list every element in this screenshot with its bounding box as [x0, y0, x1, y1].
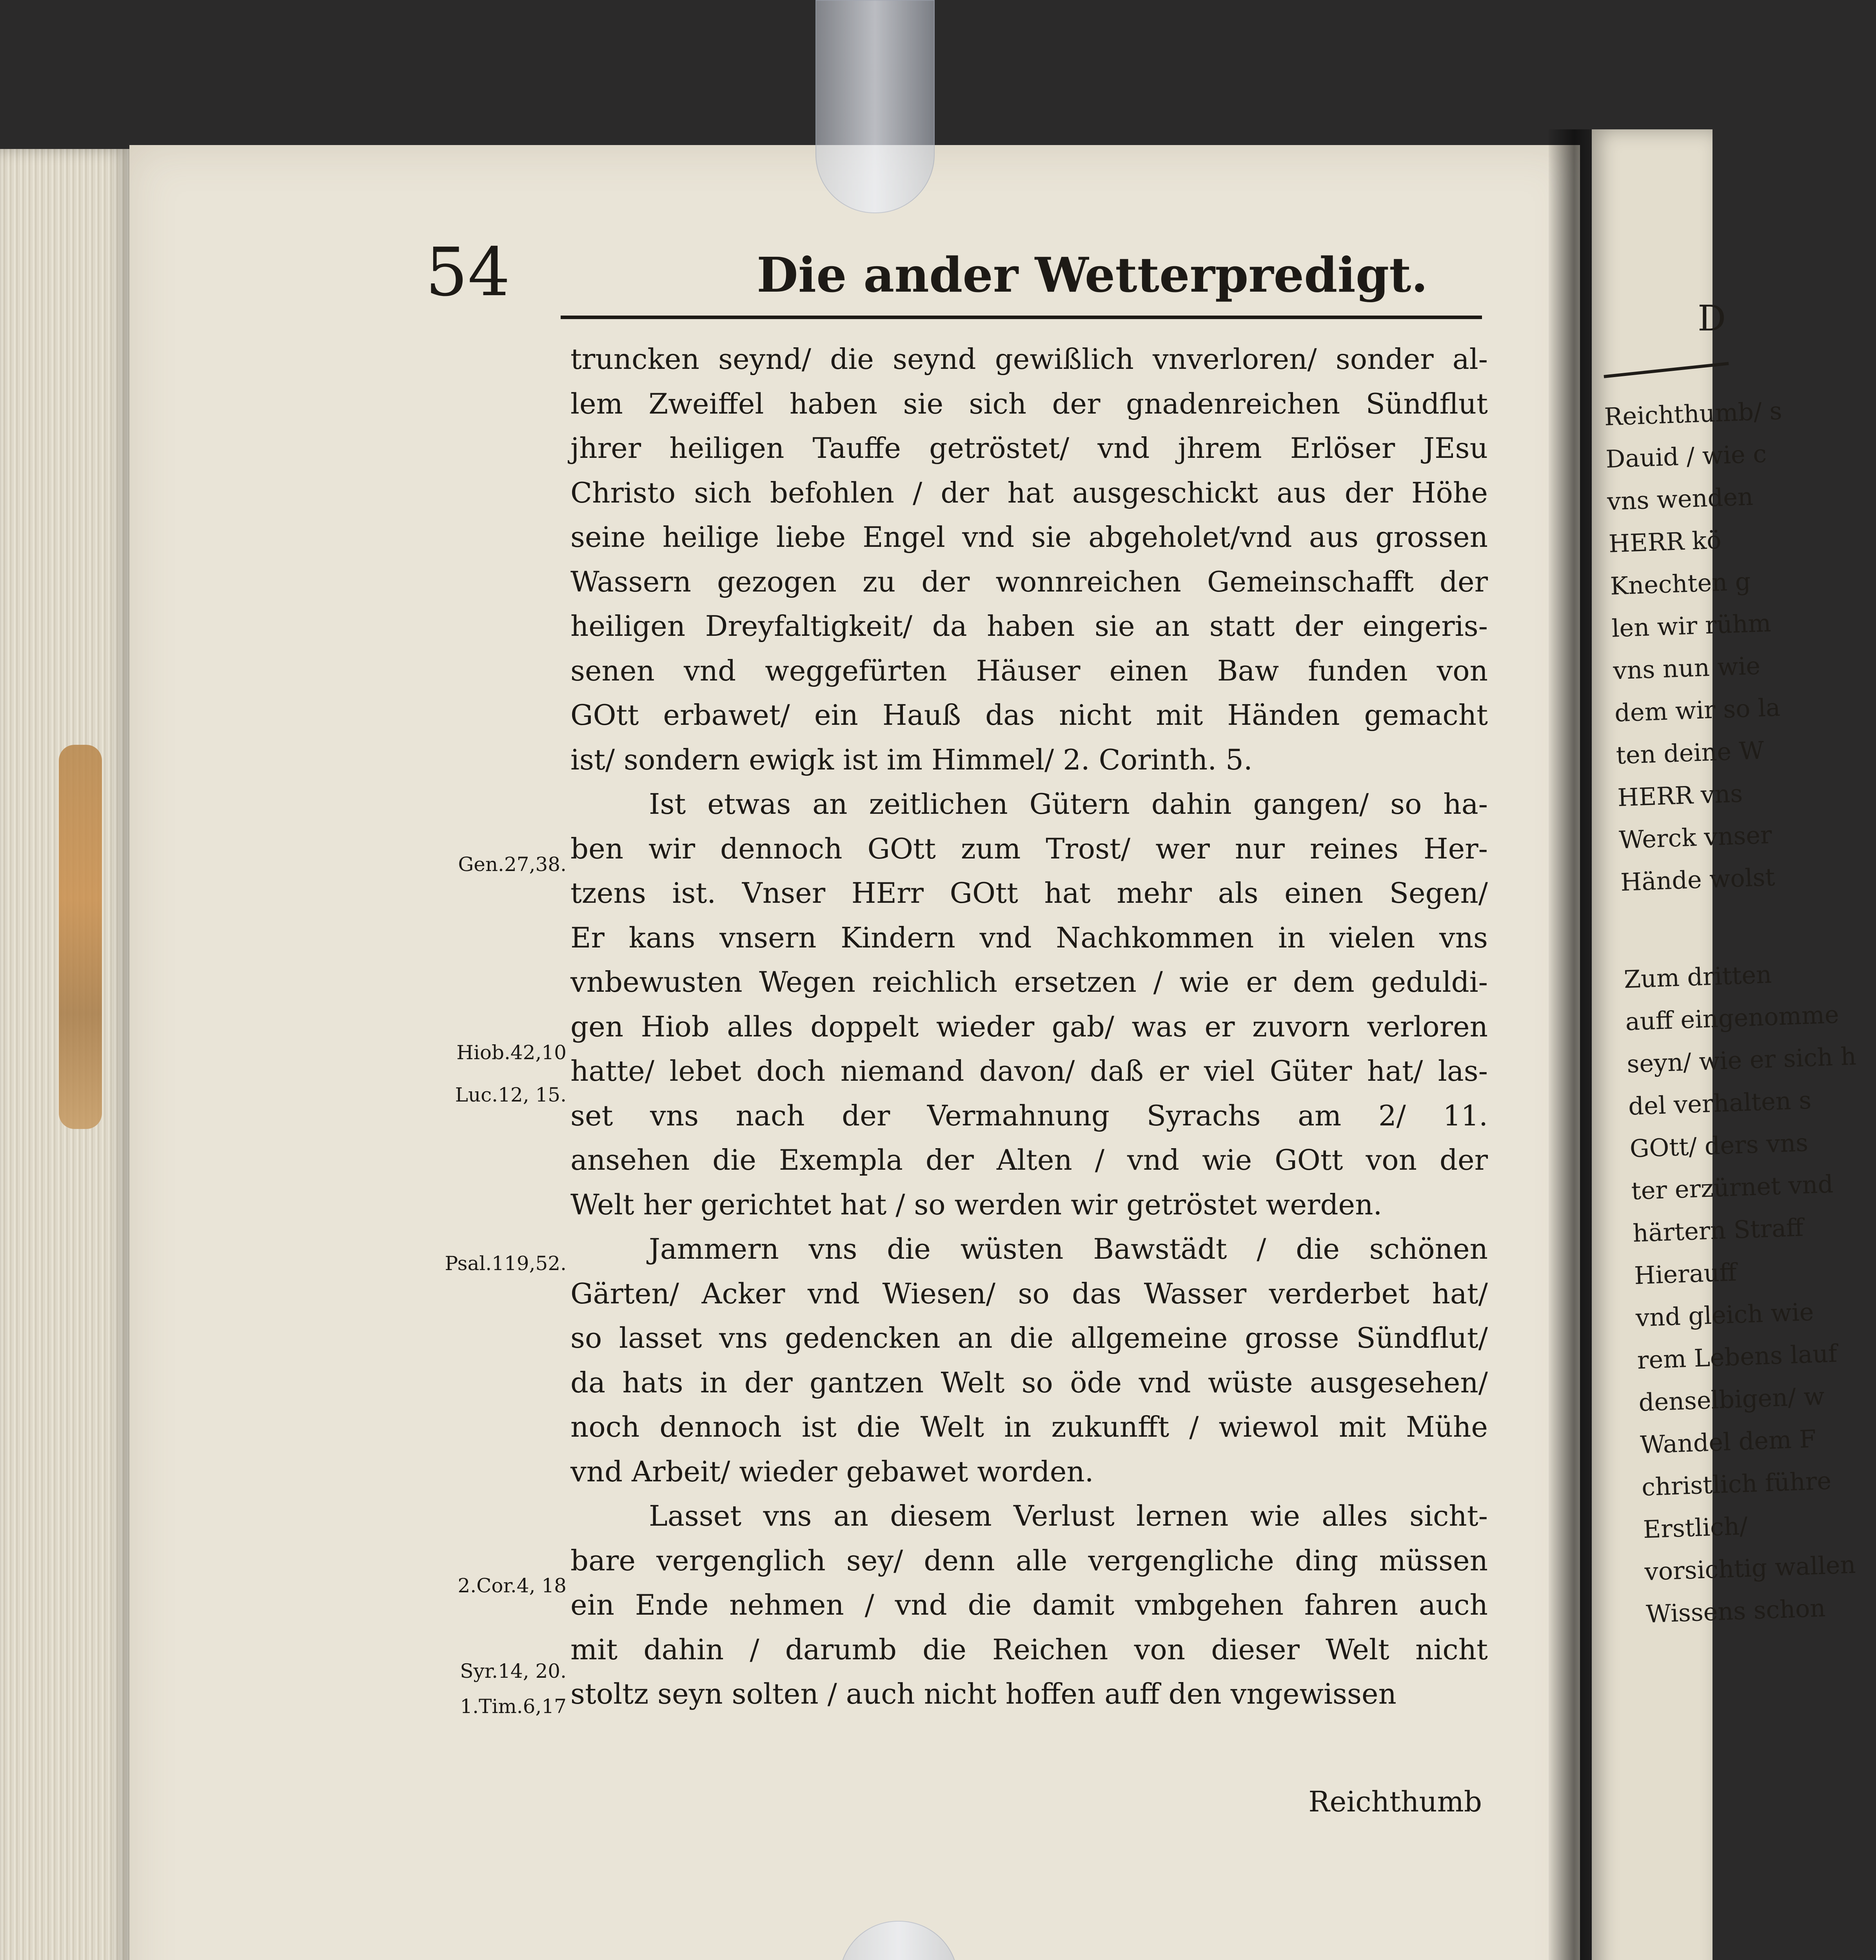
book-page-edges [0, 149, 129, 1960]
text-line: ein Ende nehmen / vnd die damit vmbgehen fahren auch [570, 1588, 1488, 1621]
facing-text-line: Werck vnser [1618, 820, 1772, 855]
facing-text-line: Wandel dem F [1640, 1424, 1817, 1459]
facing-text-line: vns nun wie [1613, 651, 1761, 685]
catchword: Reichthumb [1308, 1785, 1482, 1818]
water-stain [59, 745, 102, 1129]
text-line: so lasset vns gedencken an die allgemeine grosse Sündflut/ [570, 1321, 1488, 1354]
facing-text-line: del verhalten s [1628, 1085, 1812, 1121]
margin-ref-hiob: Hiob.42,10 [456, 1041, 567, 1064]
text-line: gen Hiob alles doppelt wieder gab/ was er zuvorn verloren [570, 1010, 1488, 1043]
text-line-paragraph-start: Ist etwas an zeitlichen Gütern dahin gangen/ so ha- [649, 788, 1488, 820]
facing-text-line: dem wir so la [1614, 693, 1781, 728]
facing-text-line: auff eingenomme [1625, 1000, 1840, 1036]
margin-ref-syrach: Syr.14, 20. [460, 1660, 567, 1682]
page-number: 54 [425, 234, 510, 311]
text-line: hatte/ lebet doch niemand davon/ daß er viel Güter hat/ las- [570, 1054, 1488, 1087]
text-line: Wassern gezogen zu der wonnreichen Gemeinschafft der [570, 565, 1488, 598]
facing-text-line: GOtt/ ders vns [1629, 1128, 1809, 1163]
facing-text-line: Reichthumb/ s [1604, 396, 1783, 431]
facing-text-line: härtern Straff [1632, 1213, 1804, 1248]
facing-text-line: vnd gleich wie [1635, 1297, 1814, 1332]
text-line: bare vergenglich sey/ denn alle vergengliche ding müssen [570, 1544, 1488, 1577]
facing-text-line: Dauid / wie c [1605, 439, 1767, 474]
text-line: mit dahin / darumb die Reichen von dieser Welt nicht [570, 1633, 1488, 1666]
text-line: Christo sich befohlen / der hat ausgeschickt aus der Höhe [570, 476, 1488, 509]
text-line: Er kans vnsern Kindern vnd Nachkommen in vielen vns [570, 921, 1488, 954]
facing-text-line: len wir rühm [1611, 608, 1772, 643]
facing-text-line: vorsichtig wallen [1644, 1550, 1856, 1586]
text-line-paragraph-start: Jammern vns die wüsten Bawstädt / die schönen [649, 1232, 1488, 1265]
top-page-clip [815, 0, 935, 213]
facing-text-line: rem Lebens lauf [1636, 1339, 1838, 1375]
facing-text-line: Knechten g [1609, 567, 1751, 601]
text-line: jhrer heiligen Tauffe getröstet/ vnd jhrem Erlöser JEsu [570, 432, 1488, 465]
text-line: Welt her gerichtet hat / so werden wir getröstet werden. [570, 1188, 1382, 1221]
running-head: Die ander Wetterpredigt. [757, 247, 1428, 303]
facing-text-line: HERR kö [1608, 525, 1722, 558]
text-line: da hats in der gantzen Welt so öde vnd wüste ausgesehen/ [570, 1366, 1488, 1399]
facing-paragraph-gap [1621, 899, 1749, 958]
margin-ref-corinthians: 2.Cor.4, 18 [458, 1574, 567, 1597]
text-line: stoltz seyn solten / auch nicht hoffen auff den vngewissen [570, 1677, 1397, 1710]
text-line: lem Zweiffel haben sie sich der gnadenreichen Sündflut [570, 387, 1488, 420]
text-line: heiligen Dreyfaltigkeit/ da haben sie an statt der eingeris- [570, 610, 1488, 642]
facing-text-line: Zum dritten [1623, 960, 1772, 994]
text-line: ansehen die Exempla der Alten / vnd wie GOtt von der [570, 1143, 1488, 1176]
facing-text-line: seyn/ wie er sich h [1626, 1042, 1857, 1078]
facing-text-line: ten deine W [1615, 736, 1765, 770]
margin-ref-genesis: Gen.27,38. [458, 853, 567, 876]
text-line: noch dennoch ist die Welt in zukunfft / wiewol mit Mühe [570, 1410, 1488, 1443]
facing-page-rule [1604, 362, 1729, 378]
text-line: vnd Arbeit/ wieder gebawet worden. [570, 1455, 1094, 1488]
facing-text-line: Hierauff [1634, 1258, 1737, 1290]
text-line: ben wir dennoch GOtt zum Trost/ wer nur reines Her- [570, 832, 1488, 865]
facing-text-line: Erstlich/ [1642, 1511, 1748, 1544]
facing-text-line: denselbigen/ w [1638, 1381, 1825, 1417]
text-line: ist/ sondern ewigk ist im Himmel/ 2. Corinth. 5. [570, 743, 1253, 776]
facing-text-line: HERR vns [1617, 779, 1743, 812]
text-line: GOtt erbawet/ ein Hauß das nicht mit Händen gemacht [570, 699, 1488, 731]
facing-page-header: D [1698, 298, 1726, 339]
margin-ref-timothy: 1.Tim.6,17 [460, 1695, 567, 1718]
text-line: set vns nach der Vermahnung Syrachs am 2/ 11. [570, 1099, 1488, 1132]
facing-page-text [1604, 392, 1857, 1635]
text-line-paragraph-start: Lasset vns an diesem Verlust lernen wie alles sicht- [649, 1499, 1488, 1532]
margin-ref-psalm: Psal.119,52. [445, 1252, 567, 1275]
facing-text-line: Hände wolst [1620, 862, 1776, 897]
text-line: senen vnd weggefürten Häuser einen Baw funden von [570, 654, 1488, 687]
facing-text-line: christlich führe [1641, 1466, 1832, 1502]
header-rule [561, 316, 1482, 319]
margin-ref-lucas: Luc.12, 15. [455, 1083, 567, 1106]
body-text [570, 337, 1488, 1717]
text-line: vnbewusten Wegen reichlich ersetzen / wie er dem geduldi- [570, 965, 1488, 998]
facing-text-line: ter erzürnet vnd [1631, 1169, 1834, 1205]
facing-text-line: vns wenden [1607, 482, 1754, 516]
facing-page [1592, 129, 1857, 1960]
text-line: Gärten/ Acker vnd Wiesen/ so das Wasser verderbet hat/ [570, 1277, 1488, 1310]
text-line: seine heilige liebe Engel vnd sie abgeholet/vnd aus grossen [570, 521, 1488, 554]
text-line: tzens ist. Vnser HErr GOtt hat mehr als einen Segen/ [570, 877, 1488, 909]
facing-text-line: Wissens schon [1645, 1593, 1826, 1629]
text-line: truncken seynd/ die seynd gewißlich vnverloren/ sonder al- [570, 343, 1488, 376]
